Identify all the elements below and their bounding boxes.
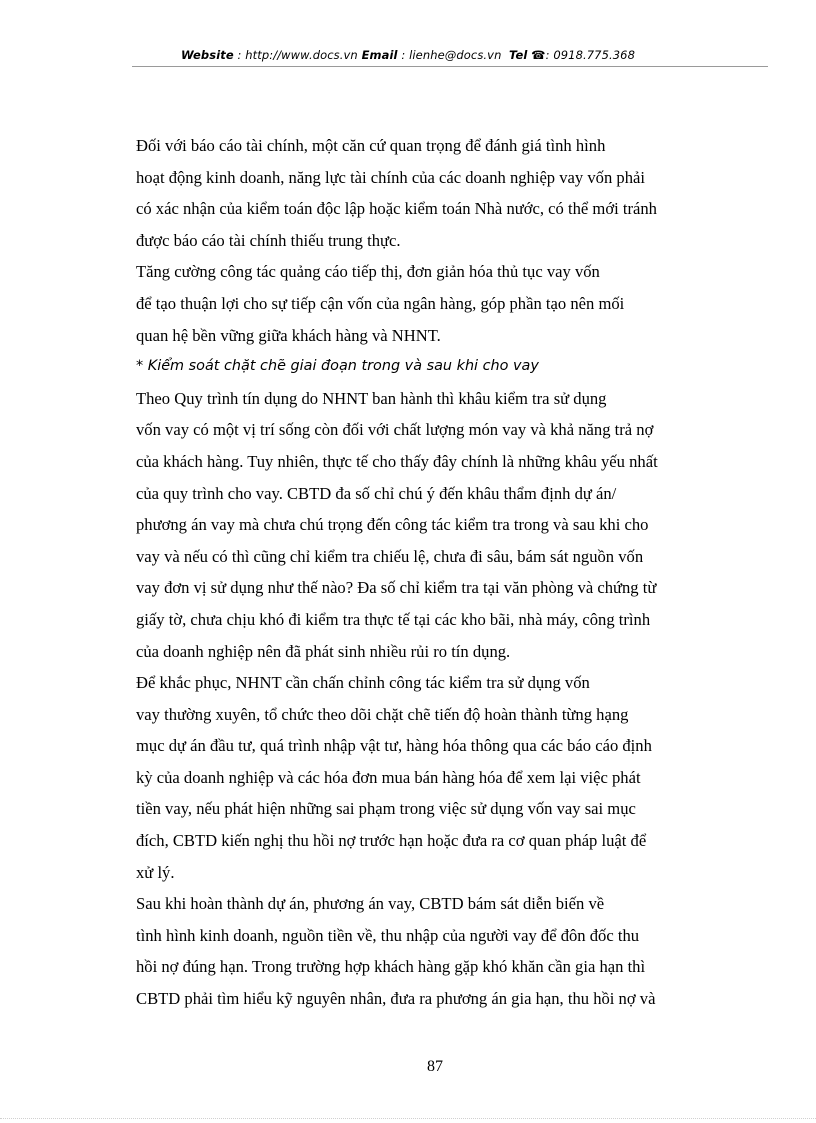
text-line: kỳ của doanh nghiệp và các hóa đơn mua bán hàng hóa để xem lại việc phát [136,767,641,787]
text-line: vay và nếu có thì cũng chỉ kiểm tra chiếu lệ, chưa đi sâu, bám sát nguồn vốn [136,546,644,566]
text-line: vốn vay có một vị trí sống còn đối với chất lượng món vay và khả năng trả nợ [136,420,654,440]
text-line: tiền vay, nếu phát hiện những sai phạm trong việc sử dụng vốn vay sai mục [136,799,636,819]
text-line: Tăng cường công tác quảng cáo tiếp thị, đơn giản hóa thủ tục vay vốn [136,262,600,282]
text-line: đích, CBTD kiến nghị thu hồi nợ trước hạn hoặc đưa ra cơ quan pháp luật để [136,831,647,851]
tel-label: Tel [509,48,528,62]
text-line: có xác nhận của kiểm toán độc lập hoặc kiểm toán Nhà nước, có thể mới tránh [136,199,657,219]
email-separator: : [397,48,410,62]
text-line: giấy tờ, chưa chịu khó đi kiểm tra thực tế tại các kho bãi, nhà máy, công trình [136,609,651,629]
text-line: tình hình kinh doanh, nguồn tiền về, thu nhập của người vay để đôn đốc thu [136,925,640,945]
text-line: mục dự án đầu tư, quá trình nhập vật tư, hàng hóa thông qua các báo cáo định [136,736,652,756]
email-address[interactable]: lienhe@docs.vn [409,48,502,62]
text-line: hoạt động kinh doanh, năng lực tài chính của các doanh nghiệp vay vốn phải [136,167,645,187]
website-label: Website [180,48,234,62]
text-line: của doanh nghiệp nên đã phát sinh nhiều rủi ro tín dụng. [136,641,511,661]
email-label: Email [361,48,398,62]
text-line: được báo cáo tài chính thiếu trung thực. [136,230,401,250]
text-line: vay đơn vị sử dụng như thế nào? Đa số chỉ kiểm tra tại văn phòng và chứng từ [136,578,657,598]
page-number: 87 [427,1058,443,1075]
text-line: của khách hàng. Tuy nhiên, thực tế cho thấy đây chính là những khâu yếu nhất [136,451,658,471]
text-line: để tạo thuận lợi cho sự tiếp cận vốn của ngân hàng, góp phần tạo nên mối [136,293,625,313]
phone-icon: ☎ [531,48,546,62]
header-divider [132,66,768,67]
text-line: quan hệ bền vững giữa khách hàng và NHNT. [136,325,441,345]
text-line: vay thường xuyên, tổ chức theo dõi chặt chẽ tiến độ hoàn thành từng hạng [136,704,629,724]
section-heading: * Kiểm soát chặt chẽ giai đoạn trong và sau khi cho vay [136,358,539,375]
text-line: Để khắc phục, NHNT cần chấn chỉnh công tác kiểm tra sử dụng vốn [136,673,590,693]
text-line: CBTD phải tìm hiểu kỹ nguyên nhân, đưa ra phương án gia hạn, thu hồi nợ và [136,989,656,1009]
website-separator: : [233,48,246,62]
page-header [0,48,816,62]
text-line: Theo Quy trình tín dụng do NHNT ban hành thì khâu kiểm tra sử dụng [136,388,607,408]
website-url[interactable]: http://www.docs.vn [245,48,358,62]
document-body [136,130,722,1015]
text-line: Đối với báo cáo tài chính, một căn cứ quan trọng để đánh giá tình hình [136,136,606,155]
text-line: hồi nợ đúng hạn. Trong trường hợp khách hàng gặp khó khăn cần gia hạn thì [136,957,646,977]
tel-number: : 0918.775.368 [545,48,636,62]
footer-divider [0,1118,816,1119]
text-line: phương án vay mà chưa chú trọng đến công tác kiểm tra trong và sau khi cho [136,515,649,535]
text-line: xử lý. [136,862,175,882]
text-line: Sau khi hoàn thành dự án, phương án vay, CBTD bám sát diễn biến về [136,894,605,914]
text-line: của quy trình cho vay. CBTD đa số chỉ chú ý đến khâu thẩm định dự án/ [136,483,617,503]
